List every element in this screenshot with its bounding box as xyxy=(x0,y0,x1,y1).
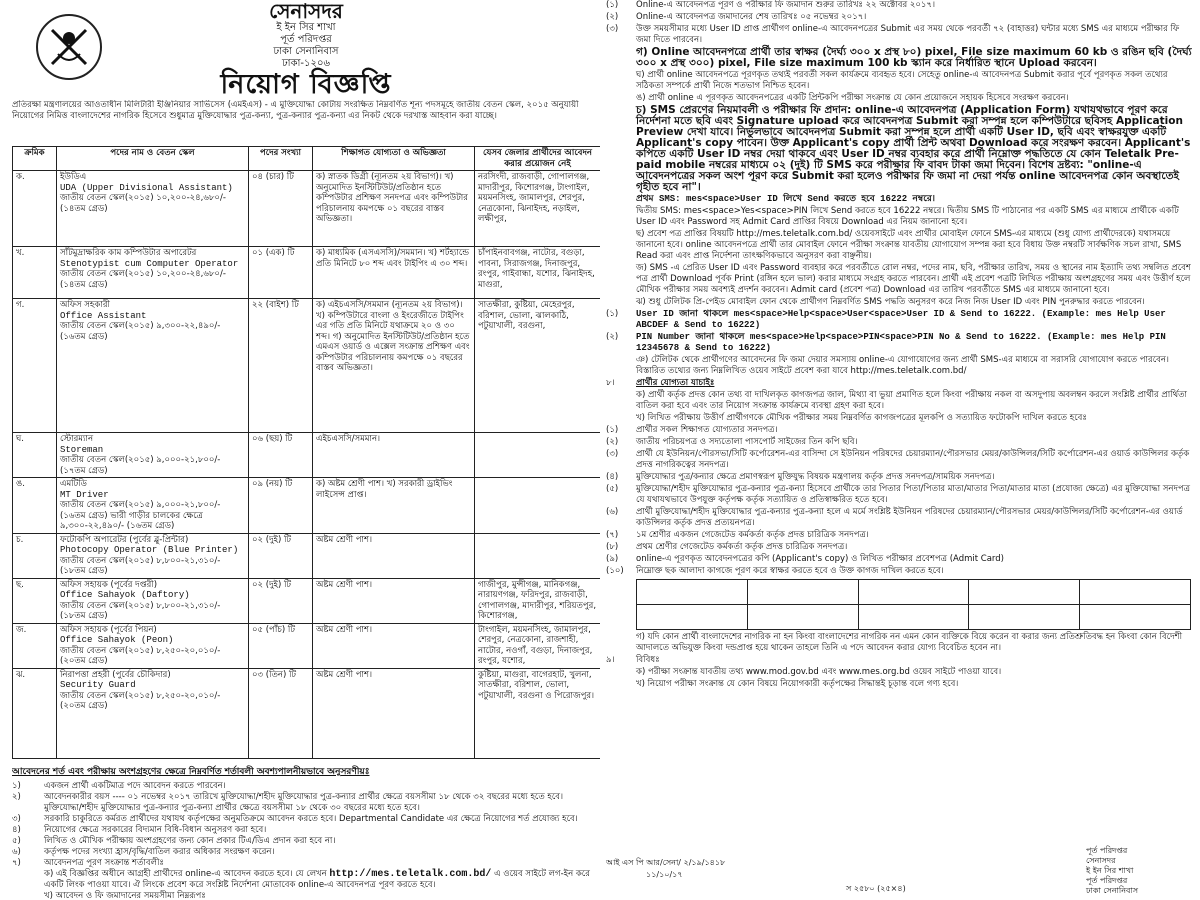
pay-scale: জাতীয় বেতন স্কেল(২০১৫) ৮,৮০০-২১,৩১০/- (১৮তম গ্রেড) xyxy=(60,600,221,621)
fee-deadline-line: খ) আবেদন ও ফি জমাদানের সময়সীমা নিম্নরূপঃ xyxy=(44,890,206,900)
posts-table-body xyxy=(13,171,601,759)
post-count: ০১ (এক) টি xyxy=(252,248,295,258)
pay-scale: জাতীয় বেতন স্কেল(২০১৫) ৮,২৫০-২০,০১০/- (২০তম গ্রেড) xyxy=(60,645,221,666)
row-number: ছ. xyxy=(16,579,24,590)
post-count: ০৩ (তিন) টি xyxy=(252,669,297,680)
list-item: (৮) প্রথম শ্রেণীর গেজেটেড কর্মকর্তা কর্তৃক প্রদত্ত চারিত্রিক সনদপত্র। xyxy=(606,542,848,552)
apply-note-text: ক) এই বিজ্ঞপ্তির অধীনে আগ্রহী প্রার্থীদের online-এ আবেদন করতে হবে। যে লেখন xyxy=(44,868,327,879)
footer-date: ১১/১০/১৭ xyxy=(646,870,683,879)
post-title-en: UDA (Upper Divisional Assistant) xyxy=(60,182,233,193)
post-count: ২২ (বাইশ) টি xyxy=(252,300,299,310)
list-item: (৭) ১ম শ্রেণীর একজন গেজেটেড কর্মকর্তা কর্তৃক প্রদত্ত চারিত্রিক সনদপত্র। xyxy=(606,530,869,540)
list-item: (৬) প্রার্থী মুক্তিযোদ্ধা/শহীদ মুক্তিযোদ্ধার পুত্র-কন্যার পুত্র-কন্যা হলে এ মর্মে সংশ্লিষ্ট ইউনিয়ন পরিষদের চেয়ারম্যান/পৌরসভার মেয়র/কাউন্সিলর/সিটি কর্পোরেশন-এর ওয়ার্ড কাউন্সিলর কর্তৃক প্রদত্ত প্রত্যয়নপত্র। xyxy=(606,507,1183,528)
post-title-bn: ইউডিএ xyxy=(60,172,87,182)
post-title-en: Office Assistant xyxy=(60,310,147,321)
org-line: পূর্ত পরিদপ্তর xyxy=(280,34,332,45)
list-item: (১) প্রার্থীর সকল শিক্ষাগত যোগ্যতার সনদপত্র। xyxy=(606,425,778,435)
post-title-bn: সাঁটমুদ্রাক্ষরিক কাম কম্পিউটার অপারেটর xyxy=(60,248,197,258)
table-row xyxy=(13,433,601,478)
row-number: গ. xyxy=(16,300,25,310)
row-number: ক. xyxy=(16,172,25,182)
notice-title: নিয়োগ বিজ্ঞপ্তি xyxy=(220,69,392,100)
org-line: ঢাকা সেনানিবাস xyxy=(273,46,339,57)
row-number: ঝ. xyxy=(16,669,26,680)
qualification: ক) এইচএসসি/সমমান (ন্যূনতম ২য় বিভাগ)। খ) কম্পিউটারে বাংলা ও ইংরেজীতে টাইপিং এর গতি প্রতি মিনিটে যথাক্রমে ২০ ও ৩০ শব্দ। গ) অনুমোদিত ইনস্টিটিউট/প্রতিষ্ঠান হতে এমএস ওয়ার্ড ও এক্সেল সংক্রান্ত প্রশিক্ষণ এবং কম্পিউটার পরিচালনায় কমপক্ষে ০১ বছরের বাস্তব অভিজ্ঞতা। xyxy=(316,300,470,373)
list-item: (৩) উক্ত সময়সীমার মধ্যে User ID প্রাপ্ত প্রার্থীগণ online-এ আবেদনপত্রের Submit এর সময় থেকে পরবর্তী ৭২ (বাহাত্তর) ঘন্টার মধ্যে SMS এর মাধ্যমে পরীক্ষার ফি জমা দিতে পারবেন। xyxy=(606,24,1180,45)
post-title-bn: ফটোকপি অপারেটর (পুর্বের ব্লু-প্রিন্টার) xyxy=(60,534,189,545)
list-item: ৪) নিয়োগের ক্ষেত্রে সরকারের বিদ্যমান বিধি-বিধান অনুসরণ করা হবে। xyxy=(12,824,267,835)
qualification: অষ্টম শ্রেণী পাশ। xyxy=(316,669,373,680)
row-number: চ. xyxy=(16,534,24,545)
notice-header xyxy=(12,0,600,100)
qualification: অষ্টম শ্রেণী পাশ। xyxy=(316,579,373,590)
table-header-row xyxy=(13,147,601,171)
section-9-a: ক) পরীক্ষা সংক্রান্ত যাবতীয় তথ্য www.mod.gov.bd এবং www.mes.org.bd ওয়েব সাইটে পাওয়া যাবে। xyxy=(636,667,1002,677)
list-item: ২) আবেদনকারীর বয়স ---- ০১ নভেম্বর ২০১৭ তারিখে মুক্তিযোদ্ধা/শহীদ মুক্তিযোদ্ধার পুত্র-কন্যার প্রার্থীর ক্ষেত্রে বয়সসীমা ১৮ থেকে ৩২ বছরের মধ্যে হতে হবে। মুক্তিযোদ্ধা/শহীদ মুক্তিযোদ্ধার পুত্র-কন্যার পুত্র-কন্যা প্রার্থীর ক্ষেত্রে বয়সসীমা ১৮ থেকে ৩০ বছরের মধ্যে হতে হবে। xyxy=(12,791,564,813)
list-item: (২) Online-এ আবেদনপত্র জমাদানের শেষ তারিখঃ ০৫ নভেম্বর ২০১৭। xyxy=(606,12,867,22)
post-count: ০৯ (নয়) টি xyxy=(252,479,293,489)
post-count: ০৪ (চার) টি xyxy=(252,172,294,182)
post-title-en: Storeman xyxy=(60,444,104,455)
contact-instruction: ঞ) টেলিটক থেকে প্রার্থীগণের আবেদনের ফি জমা দেয়ার সমস্যায় online-এ যোগাযোগের জন্য প্রার্থী SMS-এর মাধ্যমে বা সরাসরি যোগাযোগ করতে পারবেন। বিস্তারিত তথ্যের জন্য নিম্নলিখিত ওয়েব সাইটে প্রবেশ করা যাবে http://mes.teletalk.com.bd/ xyxy=(636,355,1169,376)
row-number: ঘ. xyxy=(16,434,24,444)
post-title-en: Office Sahayok (Peon) xyxy=(60,635,174,645)
table-row xyxy=(13,299,601,433)
qualification: অষ্টম শ্রেণী পাশ। xyxy=(316,534,373,545)
list-item: (১) User ID জানা থাকলে mes<space>Help<space>User<space>User ID & Send to 16222. (Example: mes Help User ABCDEF & Send to 16222) xyxy=(606,309,1166,330)
post-count: ০২ (দুই) টি xyxy=(252,534,292,545)
section-8-heading: ৮। প্রার্থীর যোগ্যতা যাচাইঃ xyxy=(606,378,715,388)
table-row xyxy=(13,478,601,534)
pay-scale: জাতীয় বেতন স্কেল(২০১৫) ৮,২৫০-২০,০১০/- (২০তম গ্রেড) xyxy=(60,690,221,711)
pay-scale: জাতীয় বেতন স্কেল(২০১৫) ১০,২০০-২৪,৬৮০/- (১৪তম গ্রেড) xyxy=(60,269,226,290)
intro-paragraph: প্রতিরক্ষা মন্ত্রণালয়ের আওতাধীন মিলিটারী ইঞ্জিনিয়ার সার্ভিসেস (এমইএস) - এ মুক্তিযোদ্ধা কোটায় সংরক্ষিত নিম্নবর্ণিত শূন্য পদসমূহে জাতীয় বেতন স্কেল, ২০১৫ অনুযায়ী নিয়োগের নিমিত্ত বাংলাদেশের নাগরিক হিসেবে শুধুমাত্র মুক্তিযোদ্ধার পুত্র-কন্যা, পুত্র-কন্যার পুত্র-কন্যা এর নিকট থেকে দরখাস্ত আহবান করা যাচ্ছে। xyxy=(12,100,579,121)
section-8-b: খ) লিখিত পরীক্ষায় উত্তীর্ণ প্রার্থীগণকে মৌখিক পরীক্ষার সময় নিম্নবর্ণিত কাগজপত্রের মূলকপি ও সত্যায়িত ফটোকপি দাখিল করতে হবেঃ xyxy=(636,413,1087,423)
list-item: (১) Online-এ আবেদনপত্র পূরণ ও পরীক্ষার ফি জমাদান শুরুর তারিখঃ ২২ অক্টোবর ২০১৭। xyxy=(606,0,936,10)
post-title-en: MT Driver xyxy=(60,489,109,500)
column-header: পদের সংখ্যা xyxy=(249,147,313,171)
list-item: ৫) লিখিত ও মৌখিক পরীক্ষায় অংশগ্রহণের জন্য কোন প্রকার টিএ/ডিএ প্রদান করা হবে না। xyxy=(12,835,336,846)
list-item: (২) জাতীয় পরিচয়পত্র ও সদ্যতোলা পাসপোর্ট সাইজের তিন কপি ছবি। xyxy=(606,437,858,447)
left-column xyxy=(12,0,600,900)
table-row xyxy=(13,623,601,668)
conditions-list xyxy=(12,781,600,869)
apply-note-text: এ ওয়েব সাইটে লগ-ইন করে একটি লিংক পাওয়া যাবে। ঐ লিংকে প্রবেশ করে সংশ্লিষ্ট নির্দেশনা মোতাবেক online-এ আবেদনপত্র পূরণ করতে হবে। xyxy=(44,868,590,890)
column-header: যেসব জেলার প্রার্থীদের আবেদন করার প্রয়োজন নেই xyxy=(475,147,601,171)
table-row xyxy=(13,171,601,247)
excluded-districts: চাঁপাইনবাবগঞ্জ, নাটোর, বগুড়া, পাবনা, সিরাজগঞ্জ, দিনাজপুর, রংপুর, গাইবান্ধা, যশোর, ঝিনাইদহ, মাগুরা, xyxy=(478,248,595,290)
declaration-form-table xyxy=(636,579,1191,630)
footer-number: স ২৫৮০ (২৫×৪) xyxy=(846,884,906,893)
section-8-a: ক) প্রার্থী কর্তৃক প্রদত্ত কোন তথ্য বা দাখিলকৃত কাগজপত্র জাল, মিথ্যা বা ভুয়া প্রমাণিত হলে কিংবা পরীক্ষায় নকল বা অসদুপায় অবলম্বন করলে সংশ্লিষ্ট প্রার্থীর প্রার্থিতা বাতিল করা হবে এবং তার নিয়োগ সংক্রান্ত কার্যক্রমে ব্যবস্থা গ্রহণ করা হবে। xyxy=(636,390,1188,411)
conditions-title: আবেদনের শর্ত এবং পরীক্ষায় অংশগ্রহণের ক্ষেত্রে নিম্নবর্ণিত শর্তাবলী অবশ্যপালনীয়ভাবে অনুসরণীয়ঃ xyxy=(12,766,370,777)
apply-note xyxy=(12,869,600,891)
org-line: ই ইন সির শাখা xyxy=(276,22,336,33)
post-title-bn: অফিস সহায়ক (পূর্বের পিয়ন) xyxy=(60,624,157,635)
post-title-en: Stenotypist cum Computer Operator xyxy=(60,258,239,269)
list-item: (৩) প্রার্থী যে ইউনিয়ন/পৌরসভা/সিটি কর্পোরেশন-এর বাসিন্দা সে ইউনিয়ন পরিষদের চেয়ারম্যান/পৌরসভার মেয়র/কাউন্সিলর/সিটি কর্পোরেশন-এর ওয়ার্ড কাউন্সিলর কর্তৃক প্রদত্ত নাগরিকত্বের সনদপত্র। xyxy=(606,449,1190,470)
post-title-bn: এমটিডি xyxy=(60,479,87,489)
post-count: ০৬ (ছয়) টি xyxy=(252,434,293,444)
excluded-districts: কুষ্টিয়া, মাগুরা, বাগেরহাট, খুলনা, সাতক্ষীরা, বরিশাল, ভোলা, পটুয়াখালী, বরগুনা ও পিরোজপুর। xyxy=(478,669,595,701)
pay-scale: জাতীয় বেতন স্কেল(২০১৫) ৮,৮০০-২১,৩১০/- (১৮তম গ্রেড) xyxy=(60,555,221,576)
retrieve-credentials-instruction: ঝ) শুধু টেলিটক প্রি-পেইড মোবাইল ফোন থেকে প্রার্থীগণ নিম্নবর্ণিত SMS পদ্ধতি অনুসরণ করে নিজ নিজ User ID এবং PIN পুনরুদ্ধার করতে পারবেন। xyxy=(636,297,1145,307)
retrieve-credentials-list xyxy=(606,309,1192,354)
section-9-heading: ৯। বিবিধঃ xyxy=(606,655,660,665)
pay-scale: জাতীয় বেতন স্কেল(২০১৫) ৯,০০০-২১,৮০০/- (১৭তম গ্রেড) xyxy=(60,455,221,476)
pay-scale: জাতীয় বেতন স্কেল(২০১৫) ১০,২০০-২৪,৬৮০/- (১৪তম গ্রেড) xyxy=(60,193,226,214)
qualification: ক) মাধ্যমিক (এসএসসি)/সমমান। খ) শর্টহ্যান্ডে প্রতি মিনিটে ৮০ শব্দ এবং টাইপিং এ ৩০ শব্দ। xyxy=(316,248,470,269)
sms-procedure: চ) SMS প্রেরণের নিয়মাবলী ও পরীক্ষার ফি প্রদান: online-এ আবেদনপত্র (Application Form) যথাযথভাবে পূরণ করে নির্দেশনা মতে ছবি এবং Signature upload করে আবেদনপত্র Submit করা সম্পন্ন হলে কম্পিউটারে ছবিসহ Application Preview দেখা যাবে। নির্ভুলভাবে আবেদনপত্র Submit করা সম্পন্ন হলে প্রার্থী একটি User ID, ছবি এবং স্বাক্ষরযুক্ত একটি Applicant's copy পাবেন। উক্ত Applicant's copy প্রার্থী প্রিন্ট অথবা Download করে সংরক্ষণ করবেন। Applicant's কপিতে একটি User ID নম্বর দেয়া থাকবে এবং User ID নম্বর ব্যবহার করে প্রার্থী নিম্নোক্ত পদ্ধতিতে যে কোন Teletalk Pre-paid mobile নম্বরের মাধ্যমে ০২ (দুই) টি SMS করে পরীক্ষার ফি বাবদ টাকা জমা দিবেন। বিশেষ দ্রষ্টব্য: "online-এ আবেদনপত্রের সকল অংশ পূরণ করে Submit করা হলেও পরীক্ষার ফি জমা না দেয়া পর্যন্ত online আবেদনপত্র কোন অবস্থাতেই গৃহীত হবে না"। xyxy=(636,104,1191,193)
excluded-districts: সাতক্ষীরা, কুষ্টিয়া, মেহেরপুর, বরিশাল, ভোলা, ঝালকাঠি, পটুয়াখালী, বরগুনা, xyxy=(478,300,575,331)
photo-signature-instruction: গ) Online আবেদনপত্রে প্রার্থী তার স্বাক্ষর (দৈর্ঘ্য ৩০০ x প্রস্থ ৮০) pixel, File size maximum 60 kb ও রঙিন ছবি (দৈর্ঘ্য ৩০০ x প্রস্থ ৩০০) pixel, File size maximum 100 kb স্ক্যান করে নির্ধারিত স্থানে Upload করবেন। xyxy=(636,46,1192,69)
list-item: ৬) কর্তৃপক্ষ পদের সংখ্যা হ্রাস/বৃদ্ধি/বাতিল করার অধিকার সংরক্ষণ করেন। xyxy=(12,846,275,857)
posts-table xyxy=(12,146,600,759)
list-item: ৭) আবেদনপত্র পূরণ সংক্রান্ত শর্তাবলীঃ xyxy=(12,857,164,868)
admit-card-instruction: জ) SMS -এ প্রেরিত User ID এবং Password ব্যবহার করে পরবর্তীতে রোল নম্বর, পদের নাম, ছবি, পরীক্ষার তারিখ, সময় ও স্থানের নাম ইত্যাদি তথ্য সম্বলিত প্রবেশ পত্র প্রার্থী Download পূর্বক Print (রঙ্গিন হলে ভাল) করার মাধ্যমে সংগ্রহ করতে পারবেন। প্রার্থী এই প্রবেশ পত্রটি লিখিত পরীক্ষায় অংশগ্রহণের সময় এবং উত্তীর্ণ হলে মৌখিক পরীক্ষার সময় অবশ্যই প্রদর্শন করবেন। Admit card (প্রবেশ পত্র) Download এর তারিখ পরবর্তীতে SMS এর মাধ্যমে জানানো হবে। xyxy=(636,263,1191,295)
required-documents-list xyxy=(606,425,1192,577)
footer-reference: আই এস পি আর/সেনা/ ২/১৯/১৪১৮ xyxy=(606,858,726,867)
table-row xyxy=(13,247,601,299)
column-header: শিক্ষাগত যোগ্যতা ও অভিজ্ঞতা xyxy=(313,147,475,171)
list-item: (৪) মুক্তিযোদ্ধার পুত্র/কন্যার ক্ষেত্রে প্রমাণস্বরূপ মুক্তিযুদ্ধ বিষয়ক মন্ত্রণালয় কর্তৃক প্রদত্ত সনদপত্র/সাময়িক সনদপত্র। xyxy=(606,472,995,482)
org-name: সেনাসদর xyxy=(269,0,343,23)
qualification: অষ্টম শ্রেণী পাশ। xyxy=(316,624,373,635)
qualification: ক) স্নাতক ডিগ্রী (ন্যূনতম ২য় বিভাগ)। খ) অনুমোদিত ইনস্টিটিউট/প্রতিষ্ঠান হতে কম্পিউটার প্রশিক্ষণ সনদপত্র এবং কম্পিউটার পরিচালনায় কমপক্ষে ০১ বছরের বাস্তব অভিজ্ঞতা। xyxy=(316,172,468,224)
pay-scale: জাতীয় বেতন স্কেল(২০১৫) ৯,৩০০-২২,৪৯০/- (১৬তম গ্রেড) xyxy=(60,321,221,342)
post-title-en: Office Sahayok (Daftory) xyxy=(60,590,190,600)
table-row xyxy=(13,578,601,623)
org-line: ঢাকা-১২০৬ xyxy=(281,58,331,69)
list-item: (২) PIN Number জানা থাকলে mes<space>Help<space>PIN<space>PIN No & Send to 16222. (Example: mes Help PIN 12345678 & Send to 16222) xyxy=(606,332,1166,353)
post-title-en: Photocopy Operator (Blue Printer) xyxy=(60,545,239,555)
list-item: ৩) সরকারি চাকুরিতে কর্মরত প্রার্থীদের যথাযথ কর্তৃপক্ষের অনুমতিক্রমে আবেদন করতে হবে। Departmental Candidate এর ক্ষেত্রে নিয়োগের শর্ত প্রযোজ্য হবে। xyxy=(12,813,578,824)
section-9-b: খ) নিয়োগ পরীক্ষা সংক্রান্ত যে কোন বিষয়ে নিয়োগকারী কর্তৃপক্ষের সিদ্ধান্তই চূড়ান্ত বলে গণ্য হবে। xyxy=(636,679,959,689)
apply-link[interactable]: http://mes.teletalk.com.bd/ xyxy=(329,868,492,880)
excluded-districts: নরসিংদী, রাজবাড়ী, গোপালগঞ্জ, মাদারীপুর, কিশোরগঞ্জ, টাংগাইল, ময়মনসিংহ, জামালপুর, শেরপুর, নেত্রকোনা, ঝিনাইদহ, নড়াইল, লক্ষীপুর, xyxy=(478,172,590,224)
list-item: ১) একজন প্রার্থী একটিমাত্র পদে আবেদন করতে পারবেন। xyxy=(12,780,226,791)
excluded-districts: গাজীপুর, মুন্সীগঞ্জ, মানিকগঞ্জ, নারায়ণগঞ্জ, ফরিদপুর, রাজবাড়ী, গোপালগঞ্জ, মাদারীপুর, শরিয়তপুর, কিশোরগঞ্জ, xyxy=(478,579,597,621)
qualification: এইচএসসি/সমমান। xyxy=(316,434,381,444)
signature-block: পূর্ত পরিদপ্তর সেনাসদর ই ইন সির শাখা পূর্ত পরিদপ্তর ঢাকা সেনানিবাস xyxy=(1086,846,1139,895)
organization-block xyxy=(12,0,600,70)
post-title-bn: অফিস সহায়ক (পূর্বের দপ্তরী) xyxy=(60,579,158,590)
website-instruction: ছ) প্রবেশ পত্র প্রাপ্তির বিষয়টি http://mes.teletalk.com.bd/ ওয়েবসাইটে এবং প্রার্থীর মোবাইল ফোনে SMS-এর মাধ্যমে (শুধু যোগ্য প্রার্থীদেরকে) যথাসময়ে জানানো হবে। online আবেদনপত্রে প্রার্থী তার মোবাইল ফোনে পরীক্ষা সংক্রান্ত যাবতীয় যোগাযোগ সম্পন্ন করা হবে বিধায় উক্ত নম্বরটি সার্বক্ষণিক সচল রাখা, SMS Read করা এবং প্রাপ্ত নির্দেশনা তাৎক্ষণিকভাবে অনুসরণ করা বাঞ্ছনীয়। xyxy=(636,229,1182,261)
list-item: (১০) নিম্নোক্ত ছক আলাদা কাগজে পূরণ করে স্বাক্ষর করতে হবে ও উক্ত কাগজ দাখিল করতে হবে। xyxy=(606,566,944,576)
column-header: পদের নাম ও বেতন স্কেল xyxy=(57,147,249,171)
post-title-bn: অফিস সহকারী xyxy=(60,300,110,310)
right-column xyxy=(606,0,1192,900)
post-title-bn: নিরাপত্তা প্রহরী (পুর্বের চৌকিদার) xyxy=(60,669,171,680)
row-number: খ. xyxy=(16,248,25,258)
post-title-bn: স্টোরম্যান xyxy=(60,434,94,444)
column-header: ক্রমিক xyxy=(13,147,57,171)
post-title-en: Security Guard xyxy=(60,680,136,690)
list-item: (৫) মুক্তিযোদ্ধা/শহীদ মুক্তিযোদ্ধার পুত্র-কন্যার পুত্র-কন্যা হিসেবে প্রার্থীকে তার পিতার পিতা/পিতার মাতা/মাতার পিতা/মাতার মাতা (প্রযোজ্য ক্ষেত্রে) এর মুক্তিযোদ্ধা সনদপত্র যে যথাযথভাবে উপযুক্ত কর্তৃপক্ষ কর্তৃক সত্যায়িত ও প্রতিস্বাক্ষরিত হতে হবে। xyxy=(606,484,1190,505)
post-count: ০২ (দুই) টি xyxy=(252,579,292,590)
qualification: ক) অষ্টম শ্রেণী পাশ। খ) সরকারী ড্রাইভিং লাইসেন্স প্রাপ্ত। xyxy=(316,479,453,500)
list-item: (৯) online-এ পূরণকৃত আবেদনপত্রের কপি (Applicant's copy) ও লিখিত পরীক্ষার প্রবেশপত্র (Admit Card) xyxy=(606,554,1004,564)
deadline-list xyxy=(606,0,1192,46)
second-sms: দ্বিতীয় SMS: mes<space>Yes<space>PIN লিখে Send করতে হবে 16222 নম্বরে। দ্বিতীয় SMS টি পাঠানোর পর একটি SMS এর মাধ্যমে প্রার্থীকে একটি User ID এবং Password সহ Admit Card প্রাপ্তির বিষয়ে Download এর নিয়ম জানানো হবে। xyxy=(636,206,1179,227)
row-number: জ. xyxy=(16,624,27,635)
online-print-instruction: ঙ) প্রার্থী online এ পূরণকৃত আবেদনপত্রের একটি প্রিন্টকপি পরীক্ষা সংক্রান্ত যে কোন প্রয়োজনে সহায়ক হিসেবে সংরক্ষণ করবেন। xyxy=(636,93,1069,103)
post-count: ০৫ (পাঁচ) টি xyxy=(252,624,295,635)
first-sms: প্রথম SMS: mes<space>User ID লিখে Send করতে হবে 16222 নম্বরে। xyxy=(636,194,936,204)
submit-instruction: ঘ) প্রার্থী online আবেদনপত্রে পূরণকৃত তথ্যই পরবর্তী সকল কার্যক্রমে ব্যবহৃত হবে। সেহেতু online-এ আবেদনপত্র Submit করার পূর্বে পূরণকৃত সকল তথ্যের সঠিকতা সম্পর্কে প্রার্থী নিজে শতভাগ নিশ্চিত হবেন। xyxy=(636,70,1168,91)
table-row xyxy=(13,533,601,578)
row-number: ঙ. xyxy=(16,479,25,489)
excluded-districts: টাংগাইল, ময়মনসিংহ, জামালপুর, শেরপুর, নেত্রকোনা, রাজশাহী, নাটোর, নওগাঁ, বগুড়া, দিনাজপুর, রংপুর, যশোর, xyxy=(478,624,593,666)
pay-scale: জাতীয় বেতন স্কেল(২০১৫) ৯,০০০-২১,৮০০/- (১৬তম গ্রেড) ভারী গাড়ীর চালকের ক্ষেত্রে ৯,৩০০-২২,৪৯০/- (১৬তম গ্রেড) xyxy=(60,500,221,531)
table-row xyxy=(13,668,601,758)
section-8-c: গ) যদি কোন প্রার্থী বাংলাদেশের নাগরিক না হন কিংবা বাংলাদেশের নাগরিক নন এমন কোন ব্যক্তিকে বিয়ে করেন বা করার জন্য প্রতিশ্রুতিবদ্ধ হন কিংবা কোন বিদেশী আদালতে অভিযুক্ত কিংবা দন্ডপ্রাপ্ত হয়ে থাকেন তাহলে তিনি এ পদে আবেদন করার যোগ্য বিবেচিত হবেন না। xyxy=(636,632,1183,653)
